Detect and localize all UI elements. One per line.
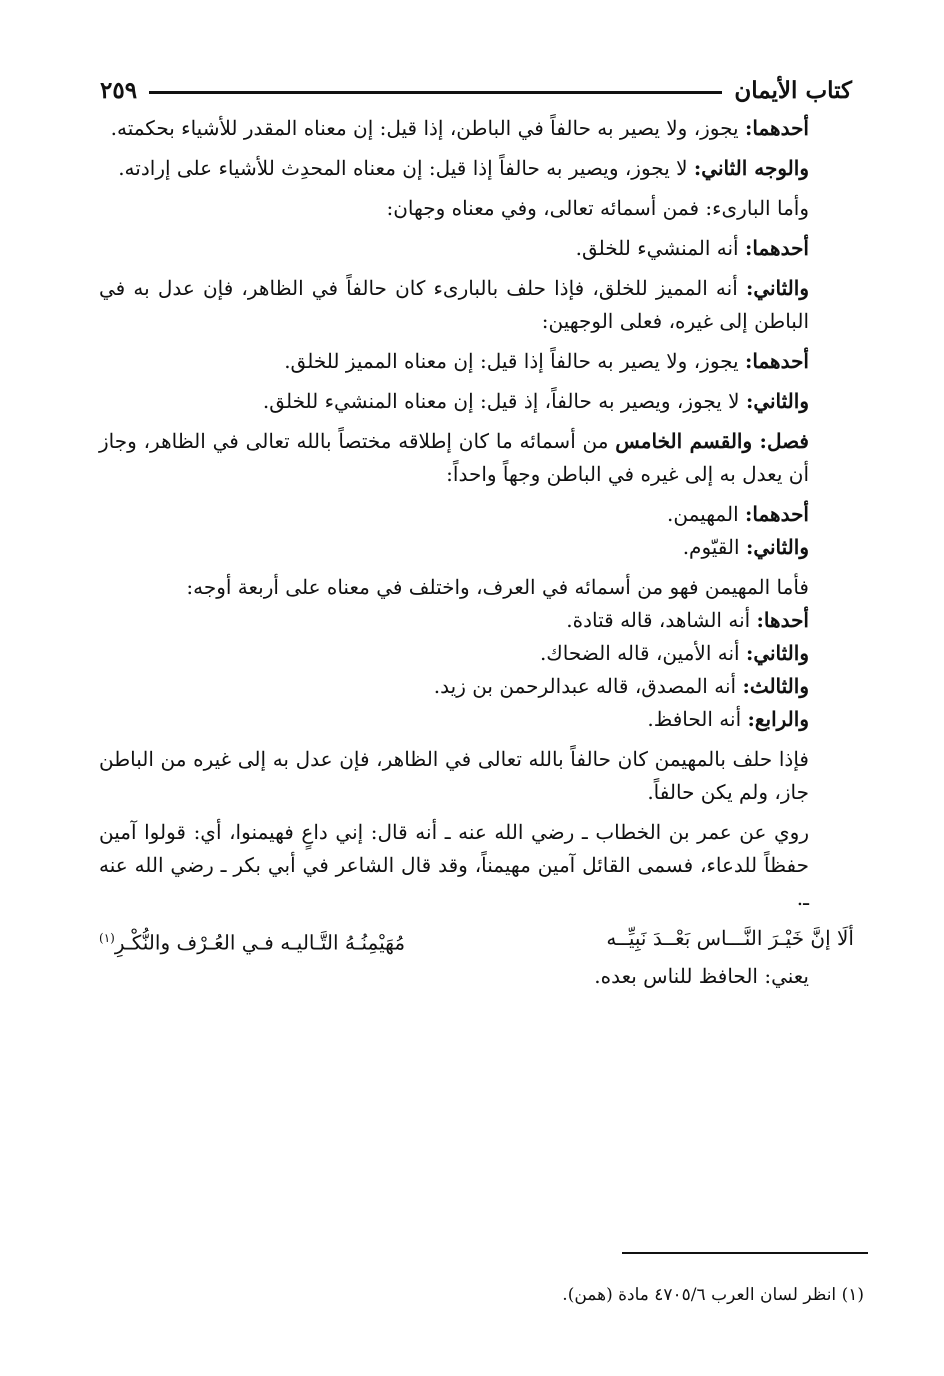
- paragraph: [99, 425, 854, 491]
- verse-second-text: مُهَيْمِنُـهُ التَّـاليـه فـي العُـرْف والنُّكْـرِ: [114, 930, 406, 955]
- paragraph-lead: أحدهما:: [744, 236, 809, 260]
- paragraph-text: يجوز، ولا يصير به حالفاً في الباطن، إذا قيل: إن معناه المقدر للأشياء بحكمته.: [110, 116, 745, 140]
- paragraph-lead: والثاني:: [745, 535, 809, 559]
- running-header: [100, 70, 852, 110]
- paragraph-text: أنه الحافظ.: [647, 707, 748, 731]
- paragraph-lead: والثاني:: [745, 641, 809, 665]
- header-rule: [149, 91, 722, 94]
- paragraph: [99, 112, 854, 145]
- verse-first-hemistich: ألَا إنَّ خَيْـرَ النَّـــاس بَعْــدَ نَبِيِّــه: [606, 926, 854, 950]
- paragraph-text: لا يجوز، ويصير به حالفاً إذا قيل: إن معناه المحدِث للأشياء على إرادته.: [118, 156, 694, 180]
- paragraph: [99, 531, 854, 564]
- paragraph: [99, 272, 854, 338]
- paragraph: [99, 604, 854, 637]
- paragraph-text: المهيمن.: [667, 502, 745, 526]
- paragraph: [99, 152, 854, 185]
- paragraph-text: وأما البارىء: فمن أسمائه تعالى، وفي معناه وجهان:: [386, 196, 809, 220]
- paragraph: [99, 385, 854, 418]
- paragraph: [99, 703, 854, 736]
- verse-gloss: يعني: الحافظ للناس بعده.: [594, 963, 809, 988]
- paragraph: [99, 345, 854, 378]
- paragraph: [99, 192, 854, 225]
- paragraph-lead: والثالث:: [742, 674, 809, 698]
- paragraph-lead: أحدها:: [756, 608, 809, 632]
- footnote-marker: (١): [99, 931, 115, 945]
- paragraph-lead: فصل: والقسم الخامس: [615, 429, 809, 453]
- paragraph: [99, 637, 854, 670]
- paragraph-text: يجوز، ولا يصير به حالفاً إذا قيل: إن معناه المميز للخلق.: [284, 349, 745, 373]
- footnote-rule: [622, 1252, 868, 1254]
- paragraph: [99, 743, 854, 809]
- paragraph: [99, 571, 854, 604]
- footnote: [104, 1282, 864, 1308]
- paragraph-lead: والوجه الثاني:: [693, 156, 809, 180]
- paragraph-text: لا يجوز، ويصير به حالفاً، إذ قيل: إن معناه المنشيء للخلق.: [262, 389, 746, 413]
- paragraph-text: أنه الشاهد، قاله قتادة.: [566, 608, 757, 632]
- paragraph: [99, 816, 854, 915]
- paragraph-text: فأما المهيمن فهو من أسمائه في العرف، واختلف في معناه على أربعة أوجه:: [186, 575, 809, 599]
- paragraph-text: روي عن عمر بن الخطاب ـ رضي الله عنه ـ أنه قال: إني داعٍ فهيمنوا، أي: قولوا آمين حفظاً للدعاء، فسمى القائل آمين مهيمناً، وقد قال الشاعر في أبي بكر ـ رضي الله عنه ـ.: [99, 820, 809, 910]
- paragraph-lead: والثاني:: [745, 389, 809, 413]
- paragraph-text: أنه الأمين، قاله الضحاك.: [539, 641, 746, 665]
- paragraph-text: القيّوم.: [682, 535, 746, 559]
- paragraph: [99, 232, 854, 265]
- paragraph-lead: أحدهما:: [744, 116, 809, 140]
- paragraph-lead: أحدهما:: [744, 502, 809, 526]
- body-text: [99, 112, 854, 1000]
- paragraph-text: أنه المميز للخلق، فإذا حلف بالبارىء كان حالفاً في الظاهر، فإن عدل به في الباطن إلى غيره، فعلى الوجهين:: [99, 276, 809, 333]
- verse-second-hemistich: [99, 922, 405, 960]
- page-number: ٢٥٩: [100, 76, 138, 104]
- paragraph: [99, 498, 854, 531]
- footnote-number: (١): [841, 1285, 864, 1305]
- paragraph-text: أنه المصدق، قاله عبدالرحمن بن زيد.: [433, 674, 743, 698]
- paragraph-text: أنه المنشيء للخلق.: [575, 236, 745, 260]
- paragraph-lead: والرابع:: [747, 707, 809, 731]
- book-title: كتاب الأيمان: [734, 76, 852, 104]
- footnote-text: انظر لسان العرب ٤٧٠٥/٦ مادة (همن).: [562, 1285, 837, 1305]
- paragraph-lead: أحدهما:: [744, 349, 809, 373]
- paragraph-text: فإذا حلف بالمهيمن كان حالفاً بالله تعالى في الظاهر، فإن عدل به إلى غيره من الباطن جاز، ولم يكن حالفاً.: [99, 747, 809, 804]
- paragraph-text: من أسمائه ما كان إطلاقه مختصاً بالله تعالى في الظاهر، وجاز أن يعدل به إلى غيره في الباطن وجهاً واحداً:: [99, 429, 809, 486]
- paragraph-lead: والثاني:: [745, 276, 809, 300]
- paragraph: [99, 670, 854, 703]
- poetry-verse: [99, 922, 854, 960]
